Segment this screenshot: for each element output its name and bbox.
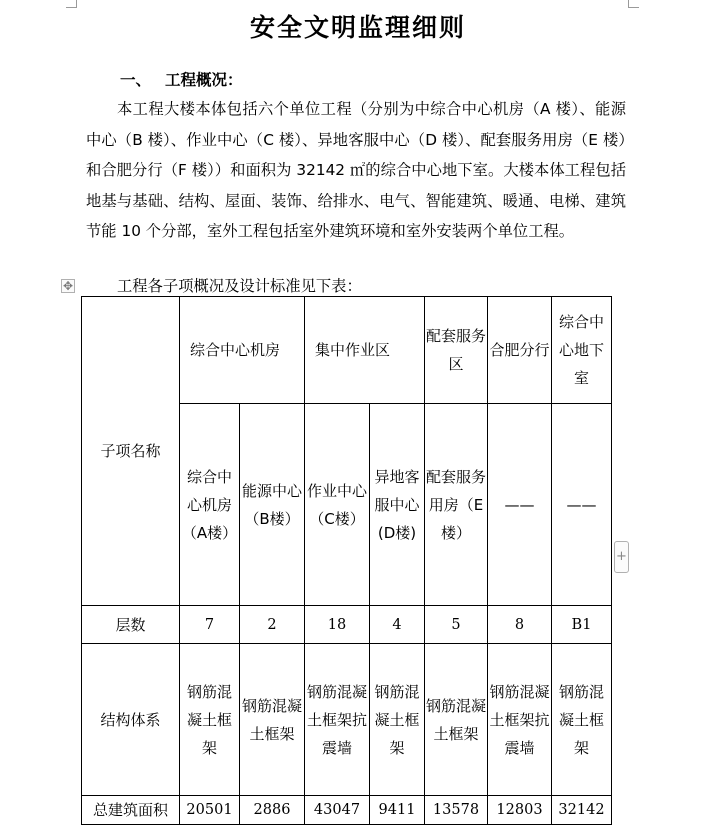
item-cell-d: 异地客服中心(D楼): [370, 404, 425, 606]
item-cell-c: 作业中心（C楼）: [305, 404, 370, 606]
floors-cell: 7: [180, 606, 240, 644]
area-cell: 32142: [552, 796, 612, 825]
structure-cell: 钢筋混凝土框架抗震墙: [305, 644, 370, 796]
section-title: 工程概况：: [165, 70, 243, 89]
overview-paragraph: 本工程大楼本体包括六个单位工程（分别为中综合中心机房（A 楼）、能源中心（B 楼）、作业中心（C 楼）、异地客服中心（D 楼）、配套服务用房（E 楼）和合肥分行（F 楼））和面积为 32142 ㎡的综合中心地下室。大楼本体工程包括地基与基础、结构、屋面、装饰、给排水、电气、智能建筑、暖通、电梯、建筑节能 10 个分部，室外工程包括室外建筑环境和室外安装两个单位工程。: [86, 100, 626, 240]
area-cell: 9411: [370, 796, 425, 825]
floors-cell: 5: [425, 606, 488, 644]
section-number: 一、: [120, 70, 152, 89]
crop-mark-top-left: [66, 0, 77, 8]
area-cell: 12803: [488, 796, 552, 825]
floors-cell: 4: [370, 606, 425, 644]
group-cell-3: 配套服务区: [425, 297, 488, 404]
item-cell-f: ——: [488, 404, 552, 606]
group-cell-5: 综合中心地下室: [552, 297, 612, 404]
structure-cell: 钢筋混凝土框架: [180, 644, 240, 796]
structure-label: 结构体系: [82, 644, 180, 796]
structure-cell: 钢筋混凝土框架: [370, 644, 425, 796]
table-row: [82, 796, 612, 825]
row-header-name: 子项名称: [82, 297, 180, 606]
section-heading: [120, 68, 243, 90]
structure-cell: 钢筋混凝土框架抗震墙: [488, 644, 552, 796]
plus-icon[interactable]: +: [614, 541, 629, 573]
project-table: [81, 296, 612, 825]
floors-cell: 8: [488, 606, 552, 644]
item-cell-a: 综合中心机房（A楼）: [180, 404, 240, 606]
item-cell-b: 能源中心（B楼）: [240, 404, 305, 606]
crop-mark-top-right: [628, 0, 639, 8]
floors-label: 层数: [82, 606, 180, 644]
area-label: 总建筑面积: [82, 796, 180, 825]
item-cell-g: ——: [552, 404, 612, 606]
group-cell-4: 合肥分行: [488, 297, 552, 404]
group-cell-1: 综合中心机房: [180, 297, 305, 404]
floors-cell: 18: [305, 606, 370, 644]
floors-cell: B1: [552, 606, 612, 644]
table-intro: 工程各子项概况及设计标准见下表：: [117, 277, 362, 295]
floors-cell: 2: [240, 606, 305, 644]
group-cell-2: 集中作业区: [305, 297, 425, 404]
document-title: 安全文明监理细则: [249, 13, 466, 42]
table-row: [82, 297, 612, 404]
area-cell: 20501: [180, 796, 240, 825]
area-cell: 2886: [240, 796, 305, 825]
table-row: [82, 644, 612, 796]
area-cell: 13578: [425, 796, 488, 825]
structure-cell: 钢筋混凝土框架: [240, 644, 305, 796]
table-row: [82, 606, 612, 644]
item-cell-e: 配套服务用房（E楼）: [425, 404, 488, 606]
area-cell: 43047: [305, 796, 370, 825]
move-cross-icon[interactable]: ✥: [62, 279, 74, 293]
structure-cell: 钢筋混凝土框架: [425, 644, 488, 796]
structure-cell: 钢筋混凝土框架: [552, 644, 612, 796]
